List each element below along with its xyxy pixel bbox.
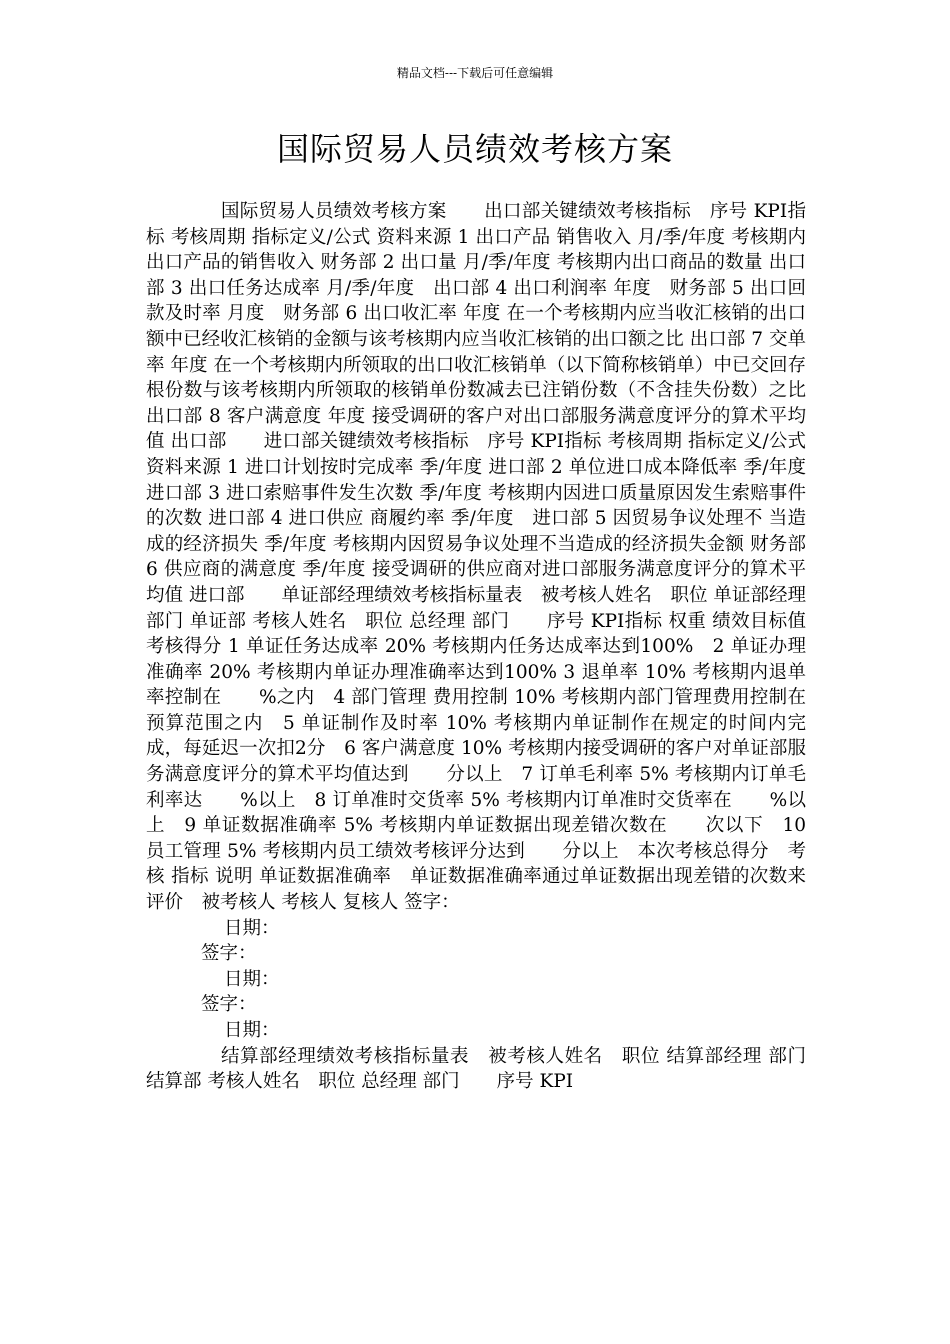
date-label: 日期： — [224, 1020, 280, 1041]
page-header: 精品文档---下载后可任意编辑 — [396, 66, 554, 80]
sign-label: 签字： — [201, 943, 257, 965]
document-body — [146, 199, 825, 1095]
tail-paragraph: 结算部经理绩效考核指标量表 被考核人姓名 职位 结算部经理 部门 结算部 考核人姓名 职位 总经理 部门 序号 KPI — [146, 1045, 806, 1093]
date-label: 日期： — [224, 968, 280, 990]
main-paragraph: 国际贸易人员绩效考核方案 出口部关键绩效考核指标 序号 KPI指标 考核周期 指标定义/公式 资料来源 1 出口产品 销售收入 月/季/年度 考核期内出口产品的销售收入 财务部 2 出口量 月/季/年度 考核期内出口商品的数量 出口部 3 出口任务达成率 月/季/年度 出口部 4 出口利润率 年度 财务部 5 出口回款及时率 月度 财务部 6 出口收汇率 年度 在一个考核期内应当收汇核销的出口额中已经收汇核销的金额与该考核期内应当收汇核销的出口额之比 出口部 7 交单率 年度 在一个考核期内所领取的出口收汇核销单（以下简称核销单）中已交回存根份数与该考核期内所领取的核销单份数减去已注销份数（不含挂失份数）之比 出口部 8 客户满意度 年度 接受调研的客户对出口部服务满意度评分的算术平均值 出口部 进口部关键绩效考核指标 序号 KPI指标 考核周期 指标定义/公式 资料来源 1 进口计划按时完成率 季/年度 进口部 2 单位进口成本降低率 季/年度 进口部 3 进口索赔事件发生次数 季/年度 考核期内因进口质量原因发生索赔事件的次数 进口部 4 进口供应 商履约率 季/年度 进口部 5 因贸易争议处理不 当造成的经济损失 季/年度 考核期内因贸易争议处理不当造成的经济损失金额 财务部 6 供应商的满意度 季/年度 接受调研的供应商对进口部服务满意度评分的算术平均值 进口部 单证部经理绩效考核指标量表 被考核人姓名 职位 单证部经理 部门 单证部 考核人姓名 职位 总经理 部门 序号 KPI指标 权重 绩效目标值 考核得分 1 单证任务达成率 20% 考核期内任务达成率达到100% 2 单证办理准确率 20% 考核期内单证办理准确率达到100% 3 退单率 10% 考核期内退单率控制在 %之内 4 部门管理 费用控制 10% 考核期内部门管理费用控制在预算范围之内 5 单证制作及时率 10% 考核期内单证制作在规定的时间内完成，每延迟一次扣2分 6 客户满意度 10% 考核期内接受调研的客户对单证部服务满意度评分的算术平均值达到 分以上 7 订单毛利率 5% 考核期内订单毛利率达 %以上 8 订单准时交货率 5% 考核期内订单准时交货率在 %以上 9 单证数据准确率 5% 考核期内单证数据出现差错次数在 次以下 10 员工管理 5% 考核期内员工绩效考核评分达到 分以上 本次考核总得分 考核 指标 说明 单证数据准确率 单证数据准确率通过单证数据出现差错的次数来评价 被考核人 考核人 复核人 签字： — [146, 201, 825, 914]
sign-label: 签字： — [201, 994, 257, 1016]
document-title: 国际贸易人员绩效考核方案 — [276, 130, 673, 168]
date-label: 日期： — [224, 917, 280, 939]
